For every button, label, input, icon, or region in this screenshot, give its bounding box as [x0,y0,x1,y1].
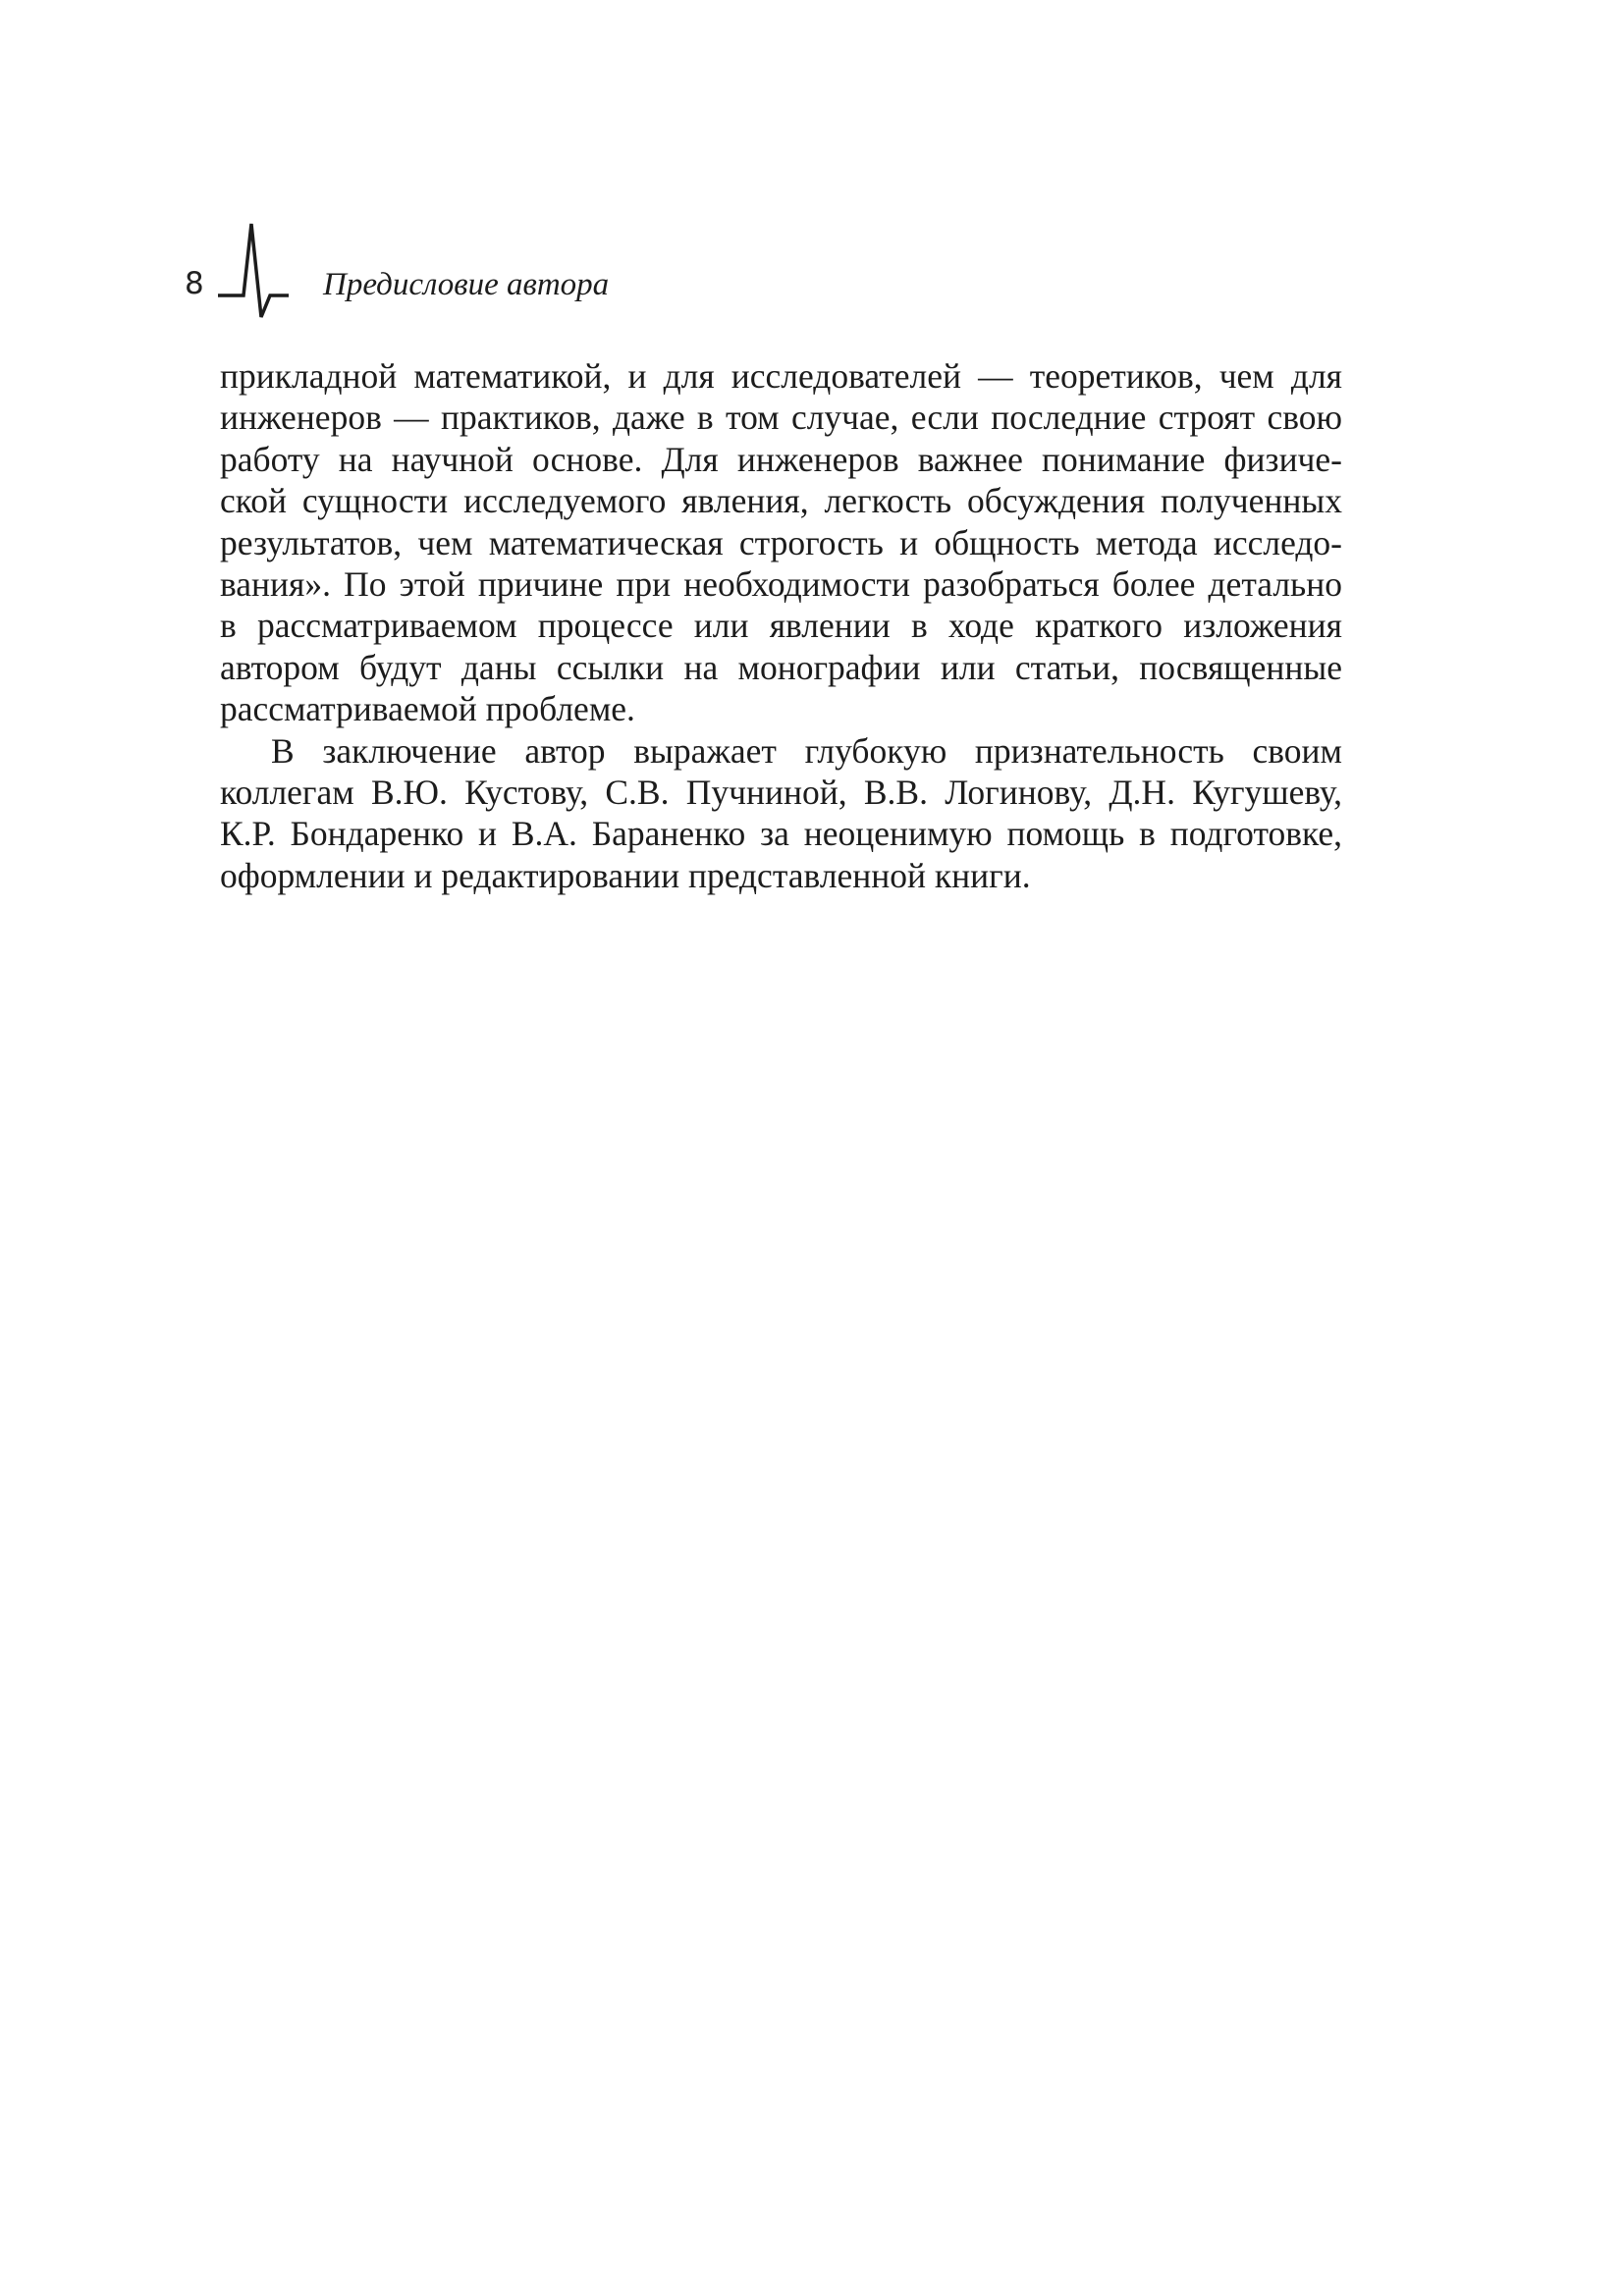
heartbeat-pulse-icon [218,218,300,326]
text-line: работу на научной основе. Для инженеров важнее понимание физиче- [220,439,1342,479]
paragraph [220,730,1342,897]
running-title: Предисловие автора [323,267,610,302]
text-line: В заключение автор выражает глубокую признательность своим [271,730,1342,771]
paragraph [220,355,1342,730]
text-line: прикладной математикой, и для исследователей — теоретиков, чем для [220,356,1342,396]
text-line: рассматриваемой проблеме. [220,689,635,729]
text-line: результатов, чем математическая строгость и общность метода исследо- [220,522,1342,562]
text-line: автором будут даны ссылки на монографии или статьи, посвященные [220,647,1342,687]
text-line: оформлении и редактировании представленной книги. [220,855,1031,895]
text-line: К.Р. Бондаренко и В.А. Бараненко за неоценимую помощь в подготовке, [220,814,1342,854]
text-line: в рассматриваемом процессе или явлении в ходе краткого изложения [220,606,1342,646]
page-number: 8 [185,266,204,301]
text-line: инженеров — практиков, даже в том случае, если последние строят свою [220,398,1342,438]
text-line: ской сущности исследуемого явления, легкость обсуждения полученных [220,481,1342,521]
page-header [185,218,734,326]
text-line: коллегам В.Ю. Кустову, С.В. Пучниной, В.В. Логинову, Д.Н. Кугушеву, [220,772,1342,812]
body-text [220,355,1342,896]
text-line: вания». По этой причине при необходимости разобраться более детально [220,563,1342,604]
